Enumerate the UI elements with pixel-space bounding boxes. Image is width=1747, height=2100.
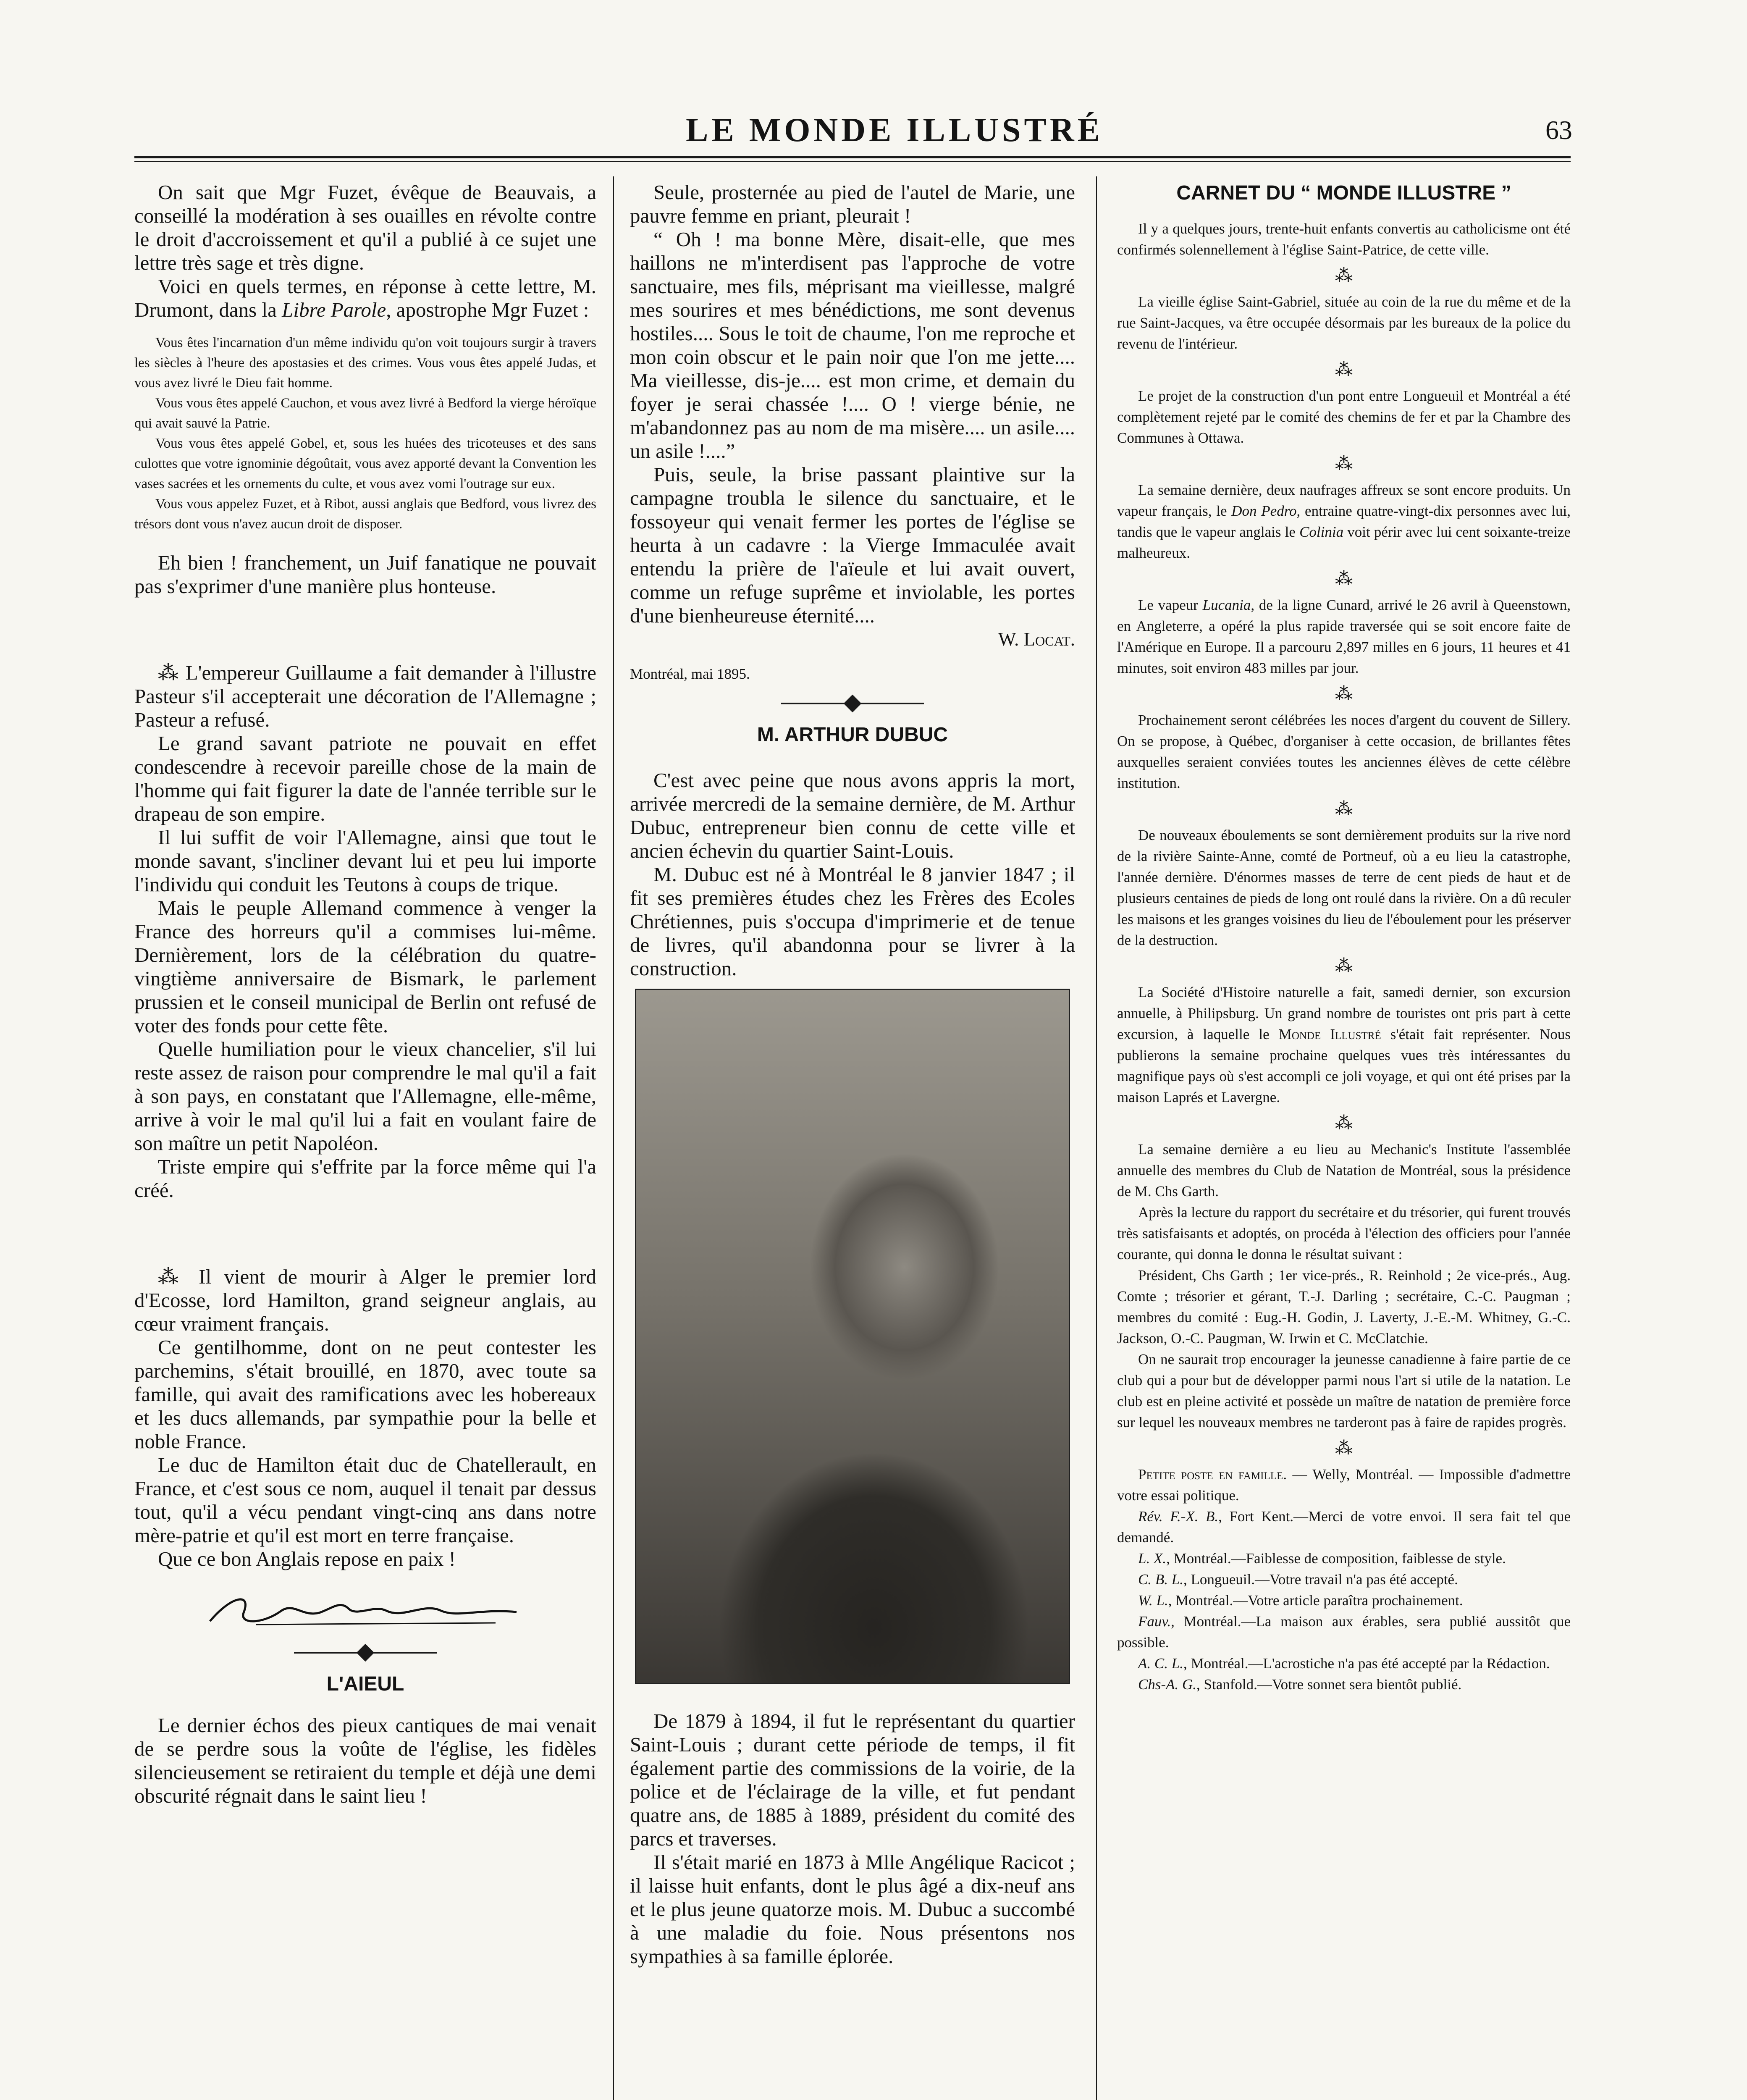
carnet-note-3: Le projet de la construction d'un pont entre Longueuil et Montréal a été complètement rejeté par le comité des chemins de fer et par la Chambre des Communes à Ottawa. [1117,388,1571,446]
quote-p3: Vous vous êtes appelé Gobel, et, sous les huées des tricoteuses et des sans culottes que votre ignominie dégoûtait, vous avez apporté devant la Convention les vases sacrées et les ornements du culte, et vous avez vomi l'outrage sur eux. [134,436,596,491]
carnet-note-11: Président, Chs Garth ; 1er vice-prés., R. Reinhold ; 2e vice-prés., Aug. Comte ; trésorier et gérant, T.-J. Darling ; secrétaire, C.-C. Paugman ; membres du comité : Eug.-H. Godin, J. Laverty, J.-E.-M. Whitney, G.-C. Jackson, O.-C. Paugman, W. Irwin et C. McClatchie. [1117,1267,1571,1347]
asterism-divider: ⁂ [1335,800,1353,819]
article-pasteur-p3: Il lui suffit de voir l'Allemagne, ainsi que tout le monde savant, s'incliner devant lui et peu lui importe l'individu qui conduit les Teutons à coups de trique. [134,826,596,896]
petite-poste-item [1117,1674,1571,1695]
quote-p4: Vous vous appelez Fuzet, et à Ribot, aussi anglais que Bedford, vous livrez des trésors dont vous n'avez aucun droit de disposer. [134,496,596,532]
carnet-note-8 [1117,982,1571,1108]
ship-name: Colinia [1299,524,1344,540]
article-hamilton-p1 [134,1265,596,1336]
text-span: , Stanfold.—Votre sonnet sera bientôt publié. [1196,1676,1462,1693]
text-span: , Montréal.—L'acrostiche n'a pas été accepté par la Rédaction. [1183,1655,1550,1672]
petite-poste-item [1117,1506,1571,1548]
column-right [1117,181,1571,1695]
carnet-note-4 [1117,480,1571,564]
article-author: W. Locat. [998,629,1075,650]
asterism: ⁂ [158,661,180,684]
petite-poste-item [1117,1569,1571,1590]
carnet-note-7: De nouveaux éboulements se sont dernièrement produits sur la rive nord de la rivière Sainte-Anne, comté de Portneuf, où a eu lieu la catastrophe, l'année dernière. D'énormes masses de terre de cent pieds de haut et de plusieurs centaines de pieds de long ont roulé dans la rivière. On a dû reculer les maisons et les granges voisines du lieu de l'éboulement pour les préserver de la destruction. [1117,827,1571,948]
article-fuzet-p1: On sait que Mgr Fuzet, évêque de Beauvais, a conseillé la modération à ses ouailles en révolte contre le droit d'accroissement et qu'il a publié à ce sujet une lettre très sage et très digne. [134,181,596,274]
page-header [0,0,1747,149]
correspondent: Rév. F.-X. B. [1138,1508,1219,1525]
text-span: s'était fait représenter. Nous publierons la semaine prochaine quelques vues très intéressantes du magnifique pays où s'est accompli ce joli voyage, et qui ont été prises par la maison Laprés et Lavergne. [1117,1026,1571,1105]
correspondent: L. X. [1138,1550,1167,1567]
article-dubuc-p1: C'est avec peine que nous avons appris la mort, arrivée mercredi de la semaine dernière, de M. Arthur Dubuc, entrepreneur bien connu de cette ville et ancien échevin du quartier Saint-Louis. [630,769,1075,862]
text-span: La semaine dernière, deux naufrages affreux se sont encore produits. Un vapeur français, le [1117,482,1571,519]
newspaper-name: Libre Parole [282,298,386,321]
text-span: — Welly, Montréal. — Impossible d'admettre votre essai politique. [1117,1466,1571,1504]
correspondent: C. B. L. [1138,1571,1183,1588]
text-span: Voici en quels termes, en réponse à cette lettre, M. Drumont, dans la [134,275,596,321]
section-ornament [294,1646,437,1659]
petite-poste-item [1117,1548,1571,1569]
text-span: , Montréal.—La maison aux érables, sera publié aussitôt que possible. [1117,1613,1571,1651]
ship-name: Don Pedro [1231,503,1297,519]
column-left [134,181,596,1808]
text-span: voit périr avec lui cent soixante-treize malheureux. [1117,524,1571,561]
asterism-divider: ⁂ [1335,266,1353,286]
article-fuzet-p2 [134,275,596,322]
text-span: , Montréal.—Votre article paraîtra prochainement. [1168,1592,1463,1609]
text-span: L'empereur Guillaume a fait demander à l'illustre Pasteur s'il accepterait une décoration de l'Allemagne ; Pasteur a refusé. [134,661,597,731]
asterism-divider: ⁂ [1335,1439,1353,1458]
carnet-note-9: La semaine dernière a eu lieu au Mechanic's Institute l'assemblée annuelle des membres du Club de Natation de Montréal, sous la présidence de M. Chs Garth. [1117,1141,1571,1200]
correspondent: W. L. [1138,1592,1168,1609]
article-hamilton-p4: Que ce bon Anglais repose en paix ! [158,1547,456,1570]
asterism-divider: ⁂ [1335,685,1353,704]
article-fuzet-p3: Eh bien ! franchement, un Juif fanatique ne pouvait pas s'exprimer d'une manière plus honteuse. [134,551,596,598]
article-hamilton-p3: Le duc de Hamilton était duc de Chatellerault, en France, et c'est sous ce nom, auquel il tenait par dessus tout, qu'il a vécu pendant vingt-cinq ans dans notre mère-patrie et qu'il est mort en terre française. [134,1453,596,1547]
portrait-photo [635,989,1070,1684]
article-dubuc-p4: Il s'était marié en 1873 à Mlle Angélique Racicot ; il laisse huit enfants, dont le plus âgé a dix-neuf ans et le plus jeune quatorze mois. M. Dubuc a succombé à une maladie du foie. Nous présentons nos sympathies à sa famille éplorée. [630,1851,1075,1968]
column-rule-1 [613,176,614,2100]
carnet-note-1: Il y a quelques jours, trente-huit enfants convertis au catholicisme ont été confirmés solennellement à l'église Saint-Patrice, de cette ville. [1117,220,1571,258]
article-aieul-p2: Seule, prosternée au pied de l'autel de Marie, une pauvre femme en priant, pleurait ! [630,181,1075,227]
text-span: , Longueuil.—Votre travail n'a pas été accepté. [1183,1571,1458,1588]
carnet-title: CARNET DU “ MONDE ILLUSTRE ” [1176,182,1511,204]
carnet-note-12: On ne saurait trop encourager la jeunesse canadienne à faire partie de ce club qui a pour but de développer parmi nous l'art si utile de la natation. Le club est en pleine activité et possède un maître de natation de première force sur lequel les nouveaux membres ne tarderont pas à faire de rapides progrès. [1117,1351,1571,1431]
handwritten-signature [134,1588,596,1634]
publication-name: Monde Illustré [1278,1026,1381,1042]
article-pasteur-p2: Le grand savant patriote ne pouvait en effet condescendre à recevoir pareille chose de la main de l'homme qui fait figurer la date de l'année terrible sur le drapeau de son empire. [134,732,596,825]
article-aieul-p4: Puis, seule, la brise passant plaintive sur la campagne troubla le silence du sanctuaire, et le fossoyeur qui venait fermer les portes de l'église se heurta à un cadavre : la Vierge Immaculée avait entendu la prière de l'aïeule et lui avait ouvert, comme un refuge suprême et inviolable, les portes d'une bienheureuse éternité.... [630,463,1075,627]
section-ornament [781,697,924,710]
petite-poste-item [1117,1590,1571,1611]
carnet-note-10: Après la lecture du rapport du secrétaire et du trésorier, qui furent trouvés très satisfaisants et adoptés, on procéda à l'élection des officiers pour l'année courante, qui donna le donna le résultat suivant : [1117,1204,1571,1263]
correspondent: Chs-A. G. [1138,1676,1197,1693]
text-span: Le vapeur [1138,597,1203,613]
article-dubuc-p2: M. Dubuc est né à Montréal le 8 janvier 1847 ; il fit ses premières études chez les Frères des Ecoles Chrétiennes, puis s'occupa d'imprimerie et de tenue de livres, qu'il abandonna pour se livrer à la construction. [630,863,1075,980]
text-span: , entraine quatre-vingt-dix personnes avec lui, tandis que le vapeur anglais le [1117,503,1571,540]
asterism: ⁂ [158,1265,186,1288]
text-span: , apostrophe Mgr Fuzet : [386,298,589,321]
article-aieul-p1: Le dernier échos des pieux cantiques de mai venait de se perdre sous la voûte de l'église, les fidèles silencieusement se retiraient du temple et déjà une demi obscurité régnait dans le saint lieu ! [134,1714,596,1807]
article-pasteur-p5: Quelle humiliation pour le vieux chancelier, s'il lui reste assez de raison pour comprendre le mal qu'il a fait à son pays, en constatant que l'Allemagne, elle-même, arrive à voir le mal qu'il lui a fait en voulant faire de son maître un petit Napoléon. [134,1037,596,1155]
header-rule-bottom [134,161,1571,162]
article-pasteur-p6: Triste empire qui s'effrite par la force même qui l'a créé. [134,1155,596,1202]
text-span: , Montréal.—Faiblesse de composition, faiblesse de style. [1166,1550,1506,1567]
article-dateline: Montréal, mai 1895. [630,666,750,682]
asterism-divider: ⁂ [1335,570,1353,589]
article-hamilton-p2: Ce gentilhomme, dont on ne peut contester les parchemins, s'était brouillé, en 1870, avec toute sa famille, qui avait des ramifications avec les hobereaux et les ducs allemands, par sympathie pour la belle et noble France. [134,1336,596,1453]
article-pasteur-p4: Mais le peuple Allemand commence à venger la France des horreurs qu'il a commises lui-même. Dernièrement, lors de la célébration du quatre-vingtième anniversaire de Bismark, le parlement prussien et le conseil municipal de Berlin ont refusé de voter des fonds pour cette fête. [134,896,596,1037]
header-rule-top [134,156,1571,158]
article-pasteur-p1 [134,661,596,732]
ship-name: Lucania [1202,597,1251,613]
article-dubuc-p3: De 1879 à 1894, il fut le représentant du quartier Saint-Louis ; durant cette période de temps, il fit également partie des commissions de la voirie, de la police et de l'éclairage de la ville, et fut pendant quatre ans, de 1885 à 1889, président du comité des parcs et traverses. [630,1709,1075,1850]
carnet-note-5 [1117,595,1571,679]
petite-poste-item [1117,1653,1571,1674]
carnet-note-6: Prochainement seront célébrées les noces d'argent du couvent de Sillery. On se propose, à Québec, d'organiser à cette occasion, de brillantes fêtes auxquelles seraient conviées toutes les anciennes élèves de cette célèbre institution. [1117,712,1571,791]
page-number: 63 [1545,115,1572,145]
correspondent: A. C. L. [1138,1655,1183,1672]
text-span: , Fort Kent.—Merci de votre envoi. Il sera fait tel que demandé. [1117,1508,1571,1546]
article-title-dubuc: M. ARTHUR DUBUC [757,724,948,746]
article-aieul-p3: “ Oh ! ma bonne Mère, disait-elle, que mes haillons ne m'interdisent pas l'approche de votre sanctuaire, mes fils, méprisant ma vieillesse, malgré mes sourires et mes bénédictions, me sont devenus hostiles.... Sous le toit de chaume, l'on me reproche et mon coin obscur et le pain noir que l'on me jette.... Ma vieillesse, dis-je.... est mon crime, et demain du foyer je serai chassée !.... O ! vierge bénie, ne m'abandonnez pas au nom de ma misère.... un asile.... un asile !....” [630,228,1075,462]
asterism-divider: ⁂ [1335,454,1353,474]
text-span: Il vient de mourir à Alger le premier lord d'Ecosse, lord Hamilton, grand seigneur anglais, au cœur vraiment français. [134,1265,596,1335]
column-rule-2 [1096,176,1097,2100]
asterism-divider: ⁂ [1335,360,1353,380]
petite-poste-item [1117,1611,1571,1653]
section-label: Petite poste en famille. [1138,1466,1287,1483]
asterism-divider: ⁂ [1335,1114,1353,1133]
correspondent: Fauv. [1138,1613,1171,1630]
running-title: LE MONDE ILLUSTRÉ [686,112,1103,149]
article-title-aieul: L'AIEUL [326,1673,404,1695]
column-middle [630,181,1075,1968]
text-span: , de la ligne Cunard, arrivé le 26 avril à Queenstown, en Angleterre, a opéré la plus rapide traversée qui se soit encore faite de l'Amérique en Europe. Il a parcouru 2,897 milles en 6 jours, 11 heures et 41 minutes, soit environ 483 milles par jour. [1117,597,1571,676]
petite-poste-lead [1117,1464,1571,1506]
quote-p1: Vous êtes l'incarnation d'un même individu qu'on voit toujours surgir à travers les siècles à l'heure des apostasies et des crimes. Vous vous êtes appelé Judas, et vous avez livré le Dieu fait homme. [134,335,596,391]
quote-p2: Vous vous êtes appelé Cauchon, et vous avez livré à Bedford la vierge héroïque qui avait sauvé la Patrie. [134,396,596,431]
carnet-note-2: La vieille église Saint-Gabriel, située au coin de la rue du même et de la rue Saint-Jacques, va être occupée désormais par les bureaux de la police du revenu de l'intérieur. [1117,294,1571,352]
asterism-divider: ⁂ [1335,957,1353,976]
text-span: La Société d'Histoire naturelle a fait, samedi dernier, son excursion annuelle, à Philipsburg. Un grand nombre de touristes ont pris part à cette excursion, à laquelle le [1117,984,1571,1042]
